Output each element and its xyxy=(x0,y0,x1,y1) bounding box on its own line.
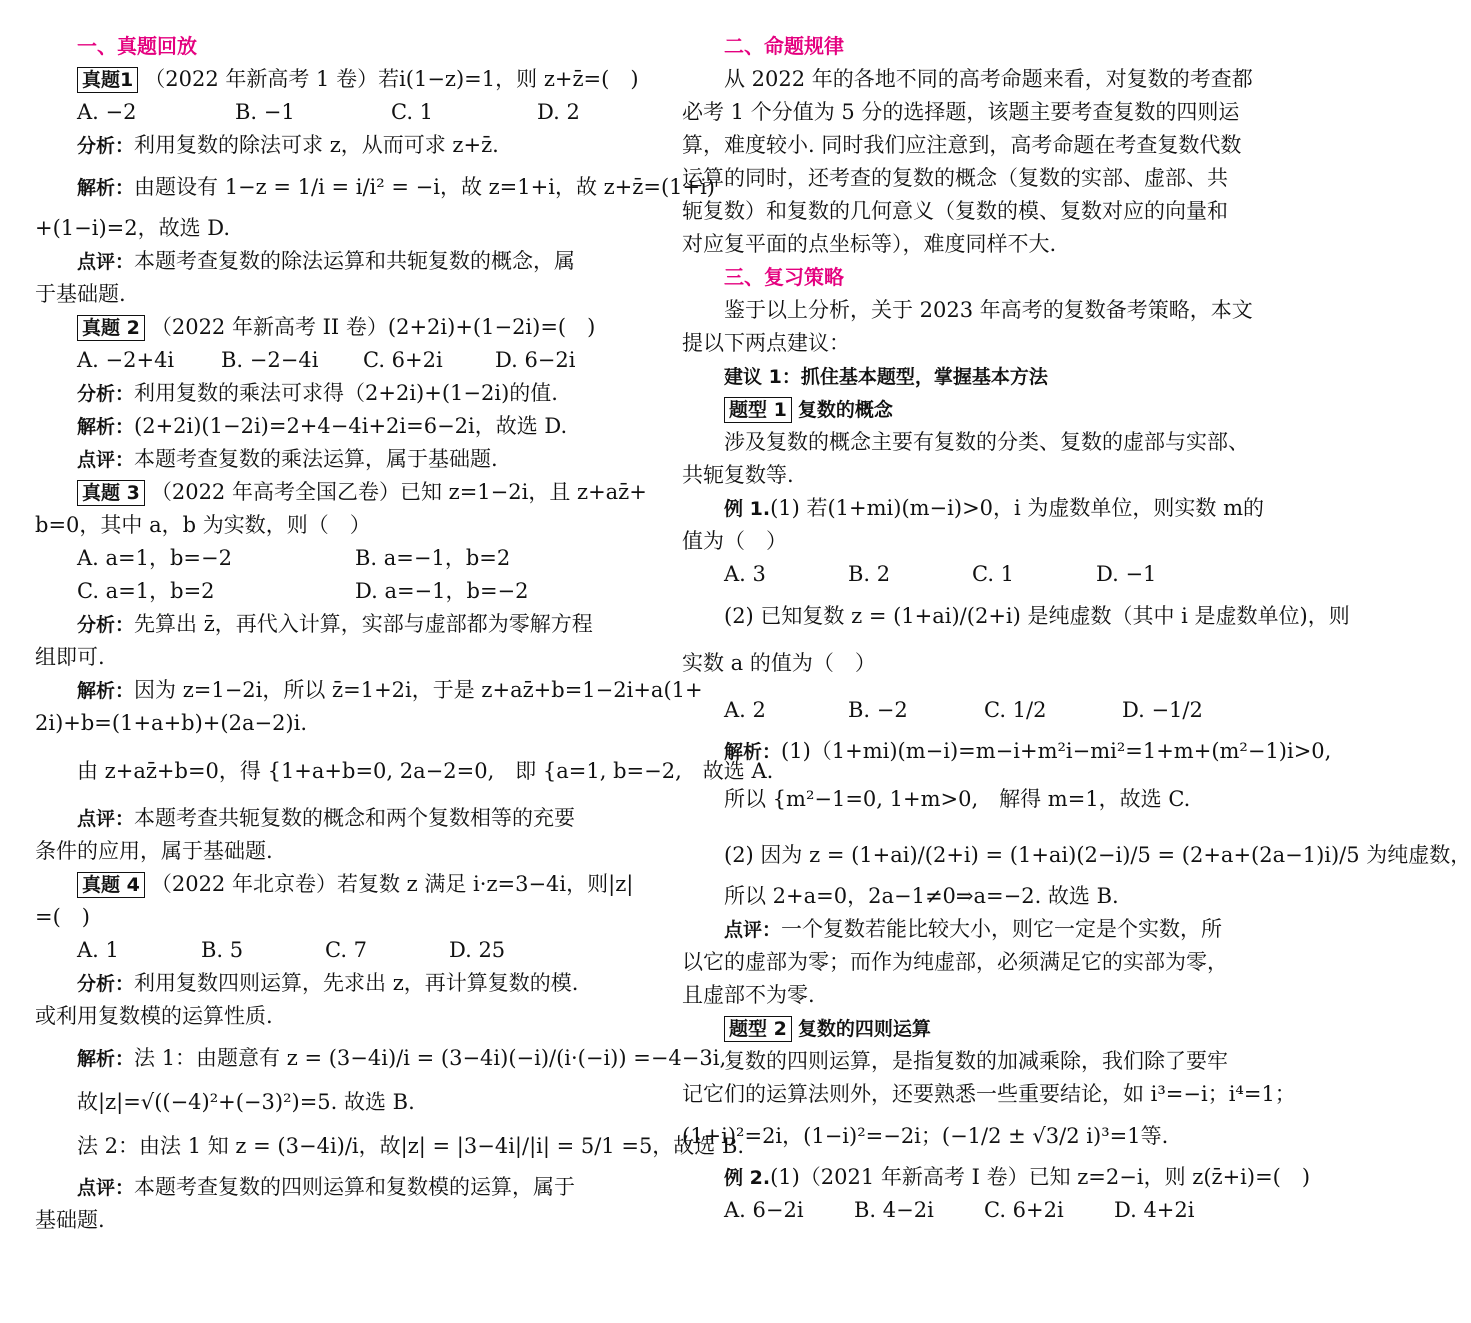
section-heading-2: 二、命题规律 xyxy=(724,34,844,58)
comment-text: 本题考查复数的四则运算和复数模的运算，属于 xyxy=(134,1175,576,1199)
option: C. 6+2i xyxy=(984,1198,1064,1222)
option: B. 4−2i xyxy=(854,1198,934,1222)
section-heading-3: 三、复习策略 xyxy=(724,265,844,289)
solution-text: 由题设有 1−z = 1/i = i/i² = −i，故 z=1+i，故 z+z̄=(1+i) xyxy=(134,175,716,199)
example-text: 值为（ ） xyxy=(682,529,787,553)
solution-text: 所以 2+a=0，2a−1≠0⇒a=−2. 故选 B. xyxy=(724,884,1119,908)
options-row xyxy=(35,934,625,967)
option: D. −1/2 xyxy=(1122,698,1203,722)
option: D. 25 xyxy=(449,938,506,962)
analysis-label: 分析： xyxy=(77,383,135,405)
option: D. 4+2i xyxy=(1114,1198,1195,1222)
option: A. a=1，b=−2 xyxy=(77,546,232,570)
example-text: (2) 已知复数 z = (1+ai)/(2+i) 是纯虚数（其中 i 是虚数单位)，则 xyxy=(724,604,1350,628)
example-label: 例 2. xyxy=(724,1167,771,1189)
comment-text: 以它的虚部为零；而作为纯虚部，必须满足它的实部为零， xyxy=(682,950,1228,974)
topic-title: 复数的四则运算 xyxy=(797,1018,931,1040)
option: B. −2 xyxy=(848,698,908,722)
option: B. a=−1，b=2 xyxy=(355,546,511,570)
option: B. −1 xyxy=(235,100,295,124)
comment-label: 点评： xyxy=(77,449,135,471)
paragraph-line: 算，难度较小. 同时我们应注意到，高考命题在考查复数代数 xyxy=(682,133,1242,157)
question-stem: （2022 年高考全国乙卷）已知 z=1−2i，且 z+az̄+ xyxy=(150,480,647,504)
solution-label: 解析： xyxy=(77,177,135,199)
paragraph-line: (1+i)²=2i，(1−i)²=−2i；(−1/2 ± √3/2 i)³=1等. xyxy=(682,1124,1169,1148)
question-tag: 真题 2 xyxy=(77,315,145,341)
paragraph-line: 提以下两点建议： xyxy=(682,331,850,355)
solution-text: 法 1：由题意有 z = (3−4i)/i = (3−4i)(−i)/(i·(−i)) =−4−3i, xyxy=(134,1046,727,1070)
paragraph-line: 涉及复数的概念主要有复数的分类、复数的虚部与实部、 xyxy=(724,430,1249,454)
paragraph-line: 从 2022 年的各地不同的高考命题来看，对复数的考查都 xyxy=(724,67,1253,91)
option: A. −2 xyxy=(77,100,137,124)
solution-label: 解析： xyxy=(77,680,135,702)
question-tag: 真题1 xyxy=(77,67,138,93)
analysis-label: 分析： xyxy=(77,135,135,157)
option: C. 6+2i xyxy=(363,348,443,372)
solution-text: (2+2i)(1−2i)=2+4−4i+2i=6−2i，故选 D. xyxy=(134,414,568,438)
paragraph-line: 共轭复数等. xyxy=(682,463,794,487)
solution-text: (2) 因为 z = (1+ai)/(2+i) = (1+ai)(2−i)/5 = (2+a+(2a−1)i)/5 为纯虚数， xyxy=(724,843,1471,867)
question-tag: 真题 4 xyxy=(77,872,145,898)
analysis-text: 利用复数的除法可求 z，从而可求 z+z̄. xyxy=(134,133,499,157)
question-stem: （2022 年新高考 II 卷）(2+2i)+(1−2i)=( ) xyxy=(150,315,596,339)
solution-text: 所以 {m²−1=0, 1+m>0, 解得 m=1，故选 C. xyxy=(724,787,1191,811)
example-text: (1)（2021 年新高考 I 卷）已知 z=2−i，则 z(z̄+i)=( ) xyxy=(770,1165,1311,1189)
paragraph-line: 复数的四则运算，是指复数的加减乘除，我们除了要牢 xyxy=(724,1049,1228,1073)
paragraph-line: 鉴于以上分析，关于 2023 年高考的复数备考策略，本文 xyxy=(724,298,1253,322)
comment-text: 本题考查共轭复数的概念和两个复数相等的充要 xyxy=(134,806,576,830)
topic-tag: 题型 2 xyxy=(724,1016,792,1042)
options-row xyxy=(35,96,625,129)
paragraph-line: 必考 1 个分值为 5 分的选择题，该题主要考查复数的四则运 xyxy=(682,100,1240,124)
right-column xyxy=(682,30,1471,1227)
comment-label: 点评： xyxy=(77,251,135,273)
options-row xyxy=(35,542,625,575)
analysis-text: 利用复数的乘法可求得（2+2i)+(1−2i)的值. xyxy=(134,381,558,405)
solution-text: 法 2：由法 1 知 z = (3−4i)/i，故|z| = |3−4i|/|i| = 5/1 =5，故选 B. xyxy=(77,1134,745,1158)
comment-text: 且虚部不为零. xyxy=(682,983,815,1007)
option: B. 2 xyxy=(848,562,891,586)
paragraph-line: 轭复数）和复数的几何意义（复数的模、复数对应的向量和 xyxy=(682,199,1228,223)
comment-text: 于基础题. xyxy=(35,282,126,306)
options-row xyxy=(682,558,1267,591)
question-tag: 真题 3 xyxy=(77,480,145,506)
analysis-text: 利用复数四则运算，先求出 z，再计算复数的模. xyxy=(134,971,579,995)
option: A. 3 xyxy=(724,562,766,586)
option: D. 2 xyxy=(537,100,580,124)
option: B. 5 xyxy=(201,938,244,962)
section-heading-1: 一、真题回放 xyxy=(77,34,197,58)
comment-text: 基础题. xyxy=(35,1208,105,1232)
comment-label: 点评： xyxy=(724,919,782,941)
comment-label: 点评： xyxy=(77,1177,135,1199)
comment-text: 条件的应用，属于基础题. xyxy=(35,839,273,863)
question-stem: （2022 年新高考 1 卷）若i(1−z)=1，则 z+z̄=( ) xyxy=(144,67,639,91)
option: C. a=1，b=2 xyxy=(77,579,215,603)
paragraph-line: 记它们的运算法则外，还要熟悉一些重要结论，如 i³=−i；i⁴=1； xyxy=(682,1082,1296,1106)
option: D. a=−1，b=−2 xyxy=(355,579,529,603)
solution-text: 因为 z=1−2i，所以 z̄=1+2i，于是 z+az̄+b=1−2i+a(1+ xyxy=(134,678,703,702)
solution-text: (1)（1+mi)(m−i)=m−i+m²i−mi²=1+m+(m²−1)i>0, xyxy=(781,739,1332,763)
options-row xyxy=(35,344,625,377)
option: D. −1 xyxy=(1096,562,1157,586)
option: A. −2+4i xyxy=(77,348,175,372)
option: C. 7 xyxy=(325,938,368,962)
question-stem: （2022 年北京卷）若复数 z 满足 i·z=3−4i，则|z| xyxy=(150,872,634,896)
topic-tag: 题型 1 xyxy=(724,397,792,423)
option: D. 6−2i xyxy=(495,348,576,372)
options-row xyxy=(35,575,625,608)
option: B. −2−4i xyxy=(221,348,319,372)
example-text: (1) 若(1+mi)(m−i)>0，i 为虚数单位，则实数 m的 xyxy=(770,496,1265,520)
solution-label: 解析： xyxy=(724,741,782,763)
option: A. 2 xyxy=(724,698,766,722)
solution-text: 故|z|=√((−4)²+(−3)²)=5. 故选 B. xyxy=(77,1090,415,1114)
solution-text: 由 z+az̄+b=0，得 {1+a+b=0, 2a−2=0, 即 {a=1, b=−2, 故选 A. xyxy=(77,759,774,783)
options-row xyxy=(682,685,1267,735)
suggestion-heading: 建议 1：抓住基本题型，掌握基本方法 xyxy=(724,366,1048,388)
analysis-label: 分析： xyxy=(77,973,135,995)
paragraph-line: 运算的同时，还考查的复数的概念（复数的实部、虚部、共 xyxy=(682,166,1228,190)
option: A. 6−2i xyxy=(724,1198,804,1222)
question-stem: =( ) xyxy=(35,905,90,929)
example-label: 例 1. xyxy=(724,498,771,520)
example-text: 实数 a 的值为（ ） xyxy=(682,651,876,675)
option: C. 1 xyxy=(391,100,434,124)
comment-label: 点评： xyxy=(77,808,135,830)
topic-title: 复数的概念 xyxy=(797,399,893,421)
paragraph-line: 对应复平面的点坐标等），难度同样不大. xyxy=(682,232,1057,256)
solution-text: 2i)+b=(1+a+b)+(2a−2)i. xyxy=(35,711,308,735)
solution-label: 解析： xyxy=(77,1048,135,1070)
analysis-text: 或利用复数模的运算性质. xyxy=(35,1004,273,1028)
option: C. 1 xyxy=(972,562,1015,586)
solution-label: 解析： xyxy=(77,416,135,438)
option: A. 1 xyxy=(77,938,119,962)
comment-text: 一个复数若能比较大小，则它一定是个实数，所 xyxy=(781,917,1223,941)
analysis-text: 组即可. xyxy=(35,645,105,669)
analysis-text: 先算出 z̄，再代入计算，实部与虚部都为零解方程 xyxy=(134,612,593,636)
comment-text: 本题考查复数的除法运算和共轭复数的概念，属 xyxy=(134,249,576,273)
analysis-label: 分析： xyxy=(77,614,135,636)
question-stem: b=0，其中 a，b 为实数，则（ ） xyxy=(35,513,371,537)
option: C. 1/2 xyxy=(984,698,1047,722)
solution-text: +(1−i)=2，故选 D. xyxy=(35,216,231,240)
options-row xyxy=(682,1194,1267,1227)
comment-text: 本题考查复数的乘法运算，属于基础题. xyxy=(134,447,498,471)
